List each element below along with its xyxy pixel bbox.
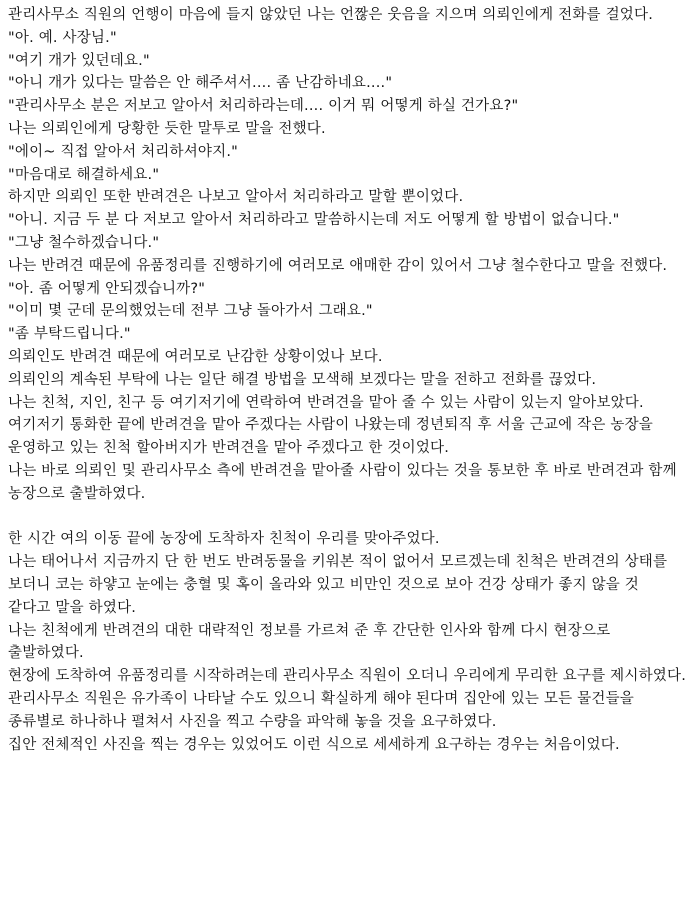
- paragraph: 의뢰인의 계속된 부탁에 나는 일단 해결 방법을 모색해 보겠다는 말을 전하고 전화를 끊었다.: [8, 371, 597, 388]
- paragraph: "마음대로 해결하세요.": [8, 166, 160, 183]
- paragraph: "아. 좀 어떻게 안되겠습니까?": [8, 280, 206, 297]
- paragraph: 나는 바로 의뢰인 및 관리사무소 측에 반려견을 맡아줄 사람이 있다는 것을 통보한 후 바로 반려견과 함께 농장으로 출발하였다.: [8, 462, 677, 502]
- paragraph: 관리사무소 직원의 언행이 마음에 들지 않았던 나는 언짢은 웃음을 지으며 의뢰인에게 전화를 걸었다.: [8, 7, 654, 23]
- paragraph: 한 시간 여의 이동 끝에 농장에 도착하자 친척이 우리를 맞아주었다.: [8, 531, 440, 548]
- paragraph: 나는 태어나서 지금까지 단 한 번도 반려동물을 키워본 적이 없어서 모르겠는데 친척은 반려견의 상태를 보더니 코는 하얗고 눈에는 충혈 및 혹이 올라와 있고 비만인 것으로 보아 건강 상태가 좋지 않을 것 같다고 말을 하였다.: [8, 554, 668, 616]
- paragraph: "에이~ 직접 알아서 처리하셔야지.": [8, 143, 239, 160]
- paragraph: 집안 전체적인 사진을 찍는 경우는 있었어도 이런 식으로 세세하게 요구하는 경우는 처음이었다.: [8, 736, 620, 753]
- paragraph: "아니. 지금 두 분 다 저보고 알아서 처리하라고 말씀하시는데 저도 어떻게 할 방법이 없습니다.": [8, 212, 620, 229]
- paragraph: 나는 친척, 지인, 친구 등 여기저기에 연락하여 반려견을 맡아 줄 수 있는 사람이 있는지 알아보았다.: [8, 394, 644, 411]
- paragraph: 관리사무소 직원은 유가족이 나타날 수도 있으니 확실하게 해야 된다며 집안에 있는 모든 물건들을 종류별로 하나하나 펼쳐서 사진을 찍고 수량을 파악해 놓을 것을 요구하였다.: [8, 690, 634, 730]
- paragraph: 나는 의뢰인에게 당황한 듯한 말투로 말을 전했다.: [8, 120, 326, 137]
- paragraph: 의뢰인도 반려견 때문에 여러모로 난감한 상황이었나 보다.: [8, 348, 383, 365]
- paragraph: "아. 예. 사장님.": [8, 29, 117, 46]
- blank-line: [8, 506, 686, 529]
- paragraph: 하지만 의뢰인 또한 반려견은 나보고 알아서 처리하라고 말할 뿐이었다.: [8, 189, 464, 206]
- paragraph: "아니 개가 있다는 말씀은 안 해주셔서.... 좀 난감하네요....": [8, 75, 393, 92]
- paragraph: "그냥 철수하겠습니다.": [8, 234, 160, 251]
- paragraph: 여기저기 통화한 끝에 반려견을 맡아 주겠다는 사람이 나왔는데 정년퇴직 후 서울 근교에 작은 농장을 운영하고 있는 친척 할아버지가 반려견을 맡아 주겠다고 한 것이었다.: [8, 417, 654, 457]
- paragraph: 나는 반려견 때문에 유품정리를 진행하기에 여러모로 애매한 감이 있어서 그냥 철수한다고 말을 전했다.: [8, 257, 668, 274]
- paragraph: 나는 친척에게 반려견의 대한 대략적인 정보를 가르쳐 준 후 간단한 인사와 함께 다시 현장으로 출발하였다.: [8, 622, 611, 662]
- paragraph: 현장에 도착하여 유품정리를 시작하려는데 관리사무소 직원이 오더니 우리에게 무리한 요구를 제시하였다.: [8, 668, 687, 685]
- paragraph: "이미 몇 군데 문의했었는데 전부 그냥 돌아가서 그래요.": [8, 303, 373, 320]
- paragraph: "좀 부탁드립니다.": [8, 326, 131, 343]
- paragraph: "관리사무소 분은 저보고 알아서 처리하라는데.... 이거 뭐 어떻게 하실 건가요?": [8, 98, 519, 115]
- paragraph: "여기 개가 있던데요.": [8, 52, 150, 69]
